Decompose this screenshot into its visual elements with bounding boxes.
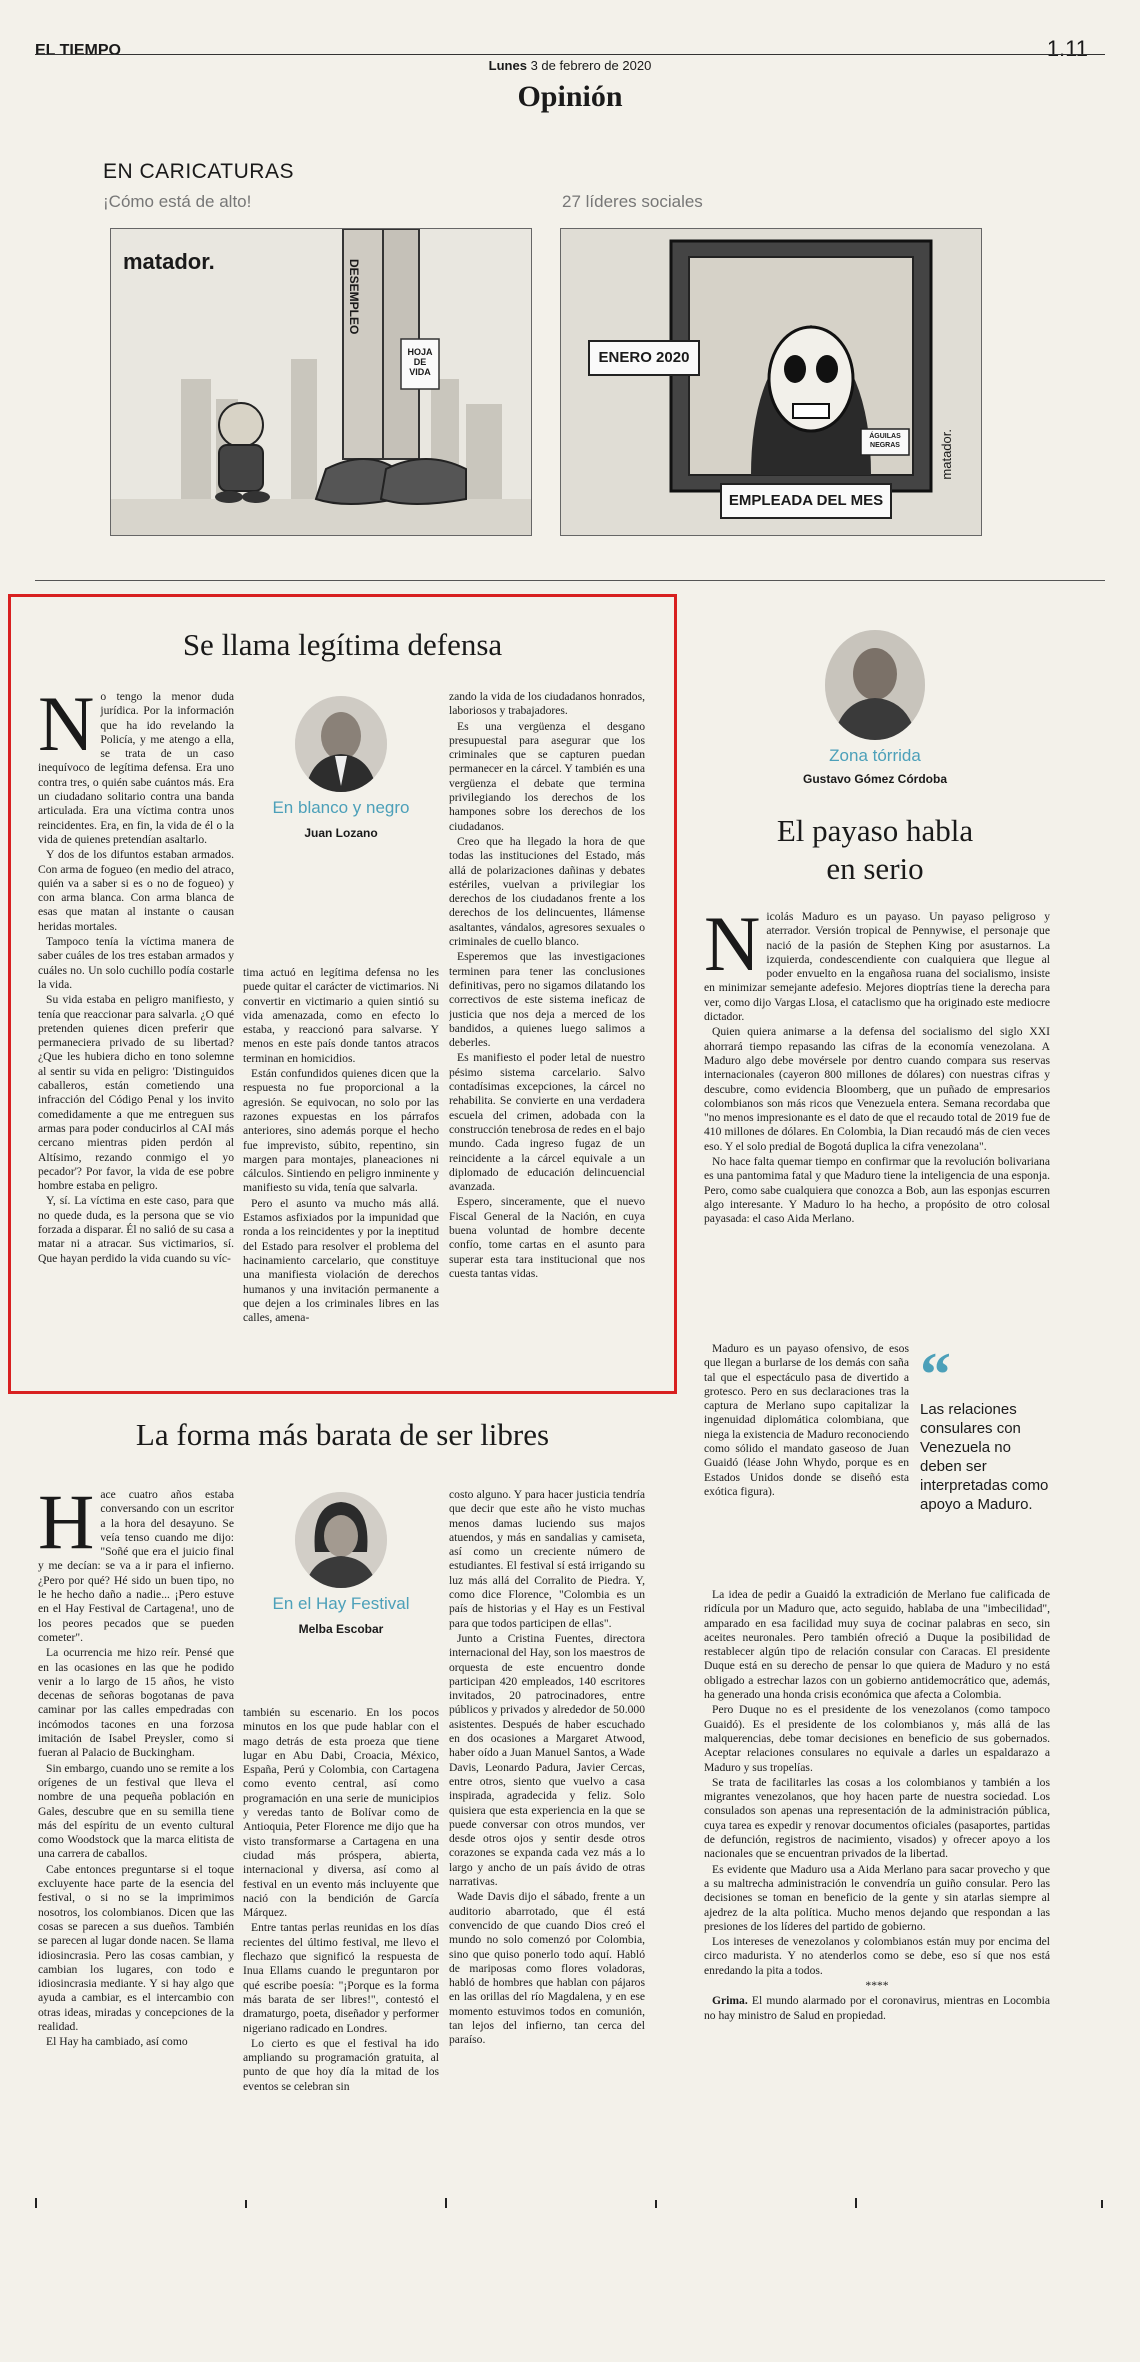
paragraph: No hace falta quemar tiempo en confirmar que la revolución bolivariana es una pantomima fatal y que Maduro tiene la inteligencia de una esponja. Pero, como sabe cualquiera que conozca a Bob, aun las esponjas escurren algo interesante. Y Maduro lo ha hecho, a propósito de otro colosal payasada: el caso Aida Merlano. [704, 1155, 1050, 1226]
article1-col3 [449, 690, 645, 1382]
scan-marks [35, 2196, 1105, 2214]
quote-mark-icon: “ [920, 1341, 951, 1409]
paragraph: Espero, sinceramente, que el nuevo Fiscal General de la Nación, en cuya buena voluntad de hombre decente confío, tome cartas en el asunto para superar esta tara institucional que nos cuesta tantas vidas. [449, 1195, 645, 1280]
cartoon-right-drawing [561, 229, 981, 535]
article3-author: Melba Escobar [298, 1622, 384, 1636]
paragraph: icolás Maduro es un payaso. Un payaso peligroso y aterrador. Versión tropical de Pennywise, el personaje que nació de la pasión de Stephen King por asustarnos. La izquierda, condescendiente con cualquiera que llegue al poder envuelto en la engañosa ruana del socialismo, insiste en minimizar semejante adefesio. Mejores dioptrías tiene la derecha para ver, como dijo Vargas Llosa, el cataclismo que ha originado este mediocre dictador. [704, 910, 1050, 1024]
header-rule [35, 54, 1105, 55]
article1-col1 [38, 690, 234, 1382]
article2-author-area [710, 628, 1040, 804]
paragraph: costo alguno. Y para hacer justicia tendría que decir que este año he visto muchas menos damas luciendo sus majos atuendos, y más en sandalias y camiseta, así como un creciente número de estudiantes. El festival sí está irrigando su luz más allá del Corralito de Piedra. Y, como dice Florence, "Colombia es un país de historias y el Hay es un Festival para que todos participen de ellas". [449, 1488, 645, 1630]
closing-bold: Grima. [712, 1994, 748, 2008]
cartoon-left-subtitle: ¡Cómo está de alto! [103, 192, 252, 211]
article3-dropcap: H [38, 1488, 95, 1565]
date-rest: 3 de febrero de 2020 [530, 58, 652, 73]
paragraph: La ocurrencia me hizo reír. Pensé que en las ocasiones en las que he podido venir a lo largo de 15 años, he visto decenas de señoras bogotanas de pava caminar por las calles empedradas con incómodos tacones en una forzosa imitación de Isabel Preysler, como si fueran al Palacio de Buckingham. [38, 1646, 234, 1760]
paragraph: Junto a Cristina Fuentes, directora internacional del Hay, son los maestros de orquesta de este encuentro donde participan 420 empleados, 140 escritores invitados, 20 patrocinadores, entre públicos y privados y alrededor de 50.000 asistentes. Después de haber escuchado en dos ocasiones a Margaret Atwood, haber oído a Juan Manuel Santos, a Wade Davis, Leonardo Padura, Javier Cercas, entre otros, siento que vuelvo a casa inspirada, agradecida y feliz. Solo quisiera que esta experiencia en la que se puede conversar con otros mundos, ver desde otros ojos y sentir desde otros corazones se expanda cada vez más a lo largo y ancho de un país ávido de otras narrativas. [449, 1631, 645, 1889]
section-divider [35, 580, 1105, 581]
article2-body-top [704, 910, 1050, 1340]
masthead: EL TIEMPO [35, 42, 121, 59]
paragraph: Quien quiera animarse a la defensa del socialismo del siglo XXI ahorrará tiempo repasando las cifras de la economía venezolana. A Maduro algo debe movérsele por dentro cuando compara sus reservas internacionales (cayeron 800 millones de dólares) con nuestras cifras y descubre, como evidencia Bloomberg, que un puñado de empresarios colombianos son más ricos que Venezuela entera. Semana recordaba que "no menos impresionante es el dato de que el recaudo total de 2019 fue de 410 millones de dólares. En Colombia, la Dian recaudó más de cien veces eso. Y el solo predial de Bogotá duplica la cifra venezolana". [704, 1025, 1050, 1153]
paragraph: tima actuó en legítima defensa no les puede quitar el carácter de victimarios. Ni convertir en victimario a quien sintió su vida amenazada, como en efecto lo estaba, y reaccionó para salvarse. Y menos en este país donde tantos atracos terminan en homicidios. [243, 966, 439, 1065]
article2-title-line1: El payaso habla [776, 813, 974, 848]
paragraph: La idea de pedir a Guaidó la extradición de Merlano fue calificada de ridícula por un Maduro que, acto seguido, hablaba de una "imbecilidad", amparado en esa facilidad muy suya de cocinar palabras en seco, sin aceites neuronales. Pero también ofreció a Duque la posibilidad de restablecer algún tipo de relación consular con Caracas. El presidente Duque está en su derecho de pensar lo que quiera de Maduro y no está obligado a estrechar lazos con un gobierno antidemocrático que, además, ha generado una honda crisis económica que afecta a Colombia. [704, 1588, 1050, 1702]
label-hoja-de-vida: HOJA DE VIDA [407, 347, 433, 377]
paragraph: Pero Duque no es el presidente de los venezolanos (como tampoco Guaidó). Es el presidente de los colombianos y, más allá de las malquerencias, debe tomar decisiones en beneficio de sus gobernados. Aceptar relaciones consulares no equivale a darles un espaldarazo a Maduro y sus tropelías. [704, 1703, 1050, 1774]
article3-author-area [243, 1488, 439, 1654]
paragraph: Entre tantas perlas reunidas en los días recientes del último festival, me llevo el flechazo que significó la respuesta de Inua Ellams cuando le preguntaron por qué escribe poesía: "¡Porque es la forma más barata de ser libres!", contestó el dramaturgo, poeta, diseñador y performer nigeriano radicado en Londres. [243, 1921, 439, 2035]
paragraph: Wade Davis dijo el sábado, frente a un auditorio abarrotado, que él está convencido de que cuando Dios creó el mundo no solo comenzó por Colombia, sino que quiso ponerlo todo aquí. Habló de mariposas como flores voladoras, habló de hombres que hablan con pájaros en las orillas del río Magdalena, y en ese momento estuvimos todos en comunión, tan lejos del infierno, tan cerca del paraíso. [449, 1890, 645, 2047]
caricaturas-heading: EN CARICATURAS [103, 160, 294, 183]
cartoon-left-signature: matador. [123, 249, 215, 274]
section-title: Opinión [517, 80, 623, 113]
article3-col2 [243, 1706, 439, 2166]
paragraph: ace cuatro años estaba conversando con un escritor a la hora del desayuno. Se veía tenso cuando me dijo: "Soñé que era el juicio final y me decían: se va a ir para el infierno. ¿Pero por qué? Hé sido un buen tipo, no le he hecho daño a nadie... ¡Pero estuve en el Hay Festival de Cartagena!, uno de los peores pecados que se pueden cometer". [38, 1488, 234, 1644]
article3-col1 [38, 1488, 234, 2166]
paragraph: Su vida estaba en peligro manifiesto, y tenía que reaccionar para salvarla. ¿O qué pretenden quienes dicen preferir que permaneciera privado de su libertad? ¿Que les hubiera dicho en tono solemne al sentir su vida en peligro: 'Distinguidos caballeros, están cometiendo una infracción del Código Penal y los invito comedidamente a que me entreguen sus armas para poder conducirlos al CAI más cercano mientras piden perdón al Altísimo, rezando conmigo el yo pecador'? Por favor, la vida de ese pobre hombre estaba en peligro. [38, 993, 234, 1193]
article1-column-name: En blanco y negro [272, 798, 410, 817]
dateline [0, 58, 1140, 73]
paragraph: también su escenario. En los pocos minutos en los que pude hablar con el mago detrás de esta proeza que tiene lugar en Abu Dabi, Croacia, México, España, Perú y Colombia, con Cartagena como evento central, así como programación en una serie de municipios y veredas tanto de Bolívar como de Antioquia, Peter Florence me dijo que ha visto transformarse a Cartagena en una ciudad más próspera, abierta, internacional y diversa, así como al festival en un evento más incluyente que nació con la bendición de García Márquez. [243, 1706, 439, 1920]
paragraph: o tengo la menor duda jurídica. Por la información que ha ido revelando la Policía, y me atengo a ella, se trata de un caso inequívoco de legítima defensa. Era uno contra tres, o quién sabe cuántos más. Era un ciudadano solitario contra una banda articulada. Era una víctima contra unos reincidentes. Era, en fin, la vida de él o la vida de quienes pretendían asaltarlo. [38, 690, 234, 846]
article2-column-name: Zona tórrida [829, 746, 921, 765]
paragraph: Se trata de facilitarles las cosas a los colombianos y también a los migrantes venezolanos, que hoy hacen parte de nuestra sociedad. Los consulados son apenas una representación de la administración pública, cuya tarea es expedir y renovar documentos oficiales (pasaportes, partidas de defunción, registros de nacimiento, visados) y ofrecer apoyo a los nacionales que se encuentran privados de la libertad. [704, 1775, 1050, 1861]
closing-text: El mundo alarmado por el coronavirus, mientras en Locombia no hay ministro de Salud en propiedad. [704, 1994, 1050, 2022]
article1-author-area [243, 690, 439, 856]
article3-col3 [449, 1488, 645, 2166]
paragraph: Es evidente que Maduro usa a Aida Merlano para sacar provecho y que a su maltrecha administración le convendría un guiño consular. Pero las decisiones se toman en beneficio de la gente y sin atarlas siempre al ajedrez de la alta política. Mucho menos dejando que respondan a las presiones de los líderes del partido de gobierno. [704, 1862, 1050, 1933]
pull-quote [920, 1341, 1050, 1560]
paragraph: Maduro es un payaso ofensivo, de esos que llegan a burlarse de los demás con saña tal que el espectáculo pasa de divertido a grotesco. Pero en sus declaraciones tras la captura de Merlano supo capitalizar la ingenuidad diplomática colombiana, que niega la existencia de Maduro reconociendo como sólido el mandato gaseoso de Juan Guaidó (léase John Whydo, porque es en Estados Unidos donde se diseñó esta exótica figura). [704, 1342, 909, 1498]
paragraph: Están confundidos quienes dicen que la respuesta no fue proporcional a la agresión. Se equivocan, no solo por las razones expuestas en los párrafos anteriores, sino además porque el hecho fue imprevisto, súbito, repentino, sin margen para montajes, planeaciones ni cálculos. Sintiendo en peligro inminente y manifiesto su vida, tenía que salvarla. [243, 1067, 439, 1195]
paragraph: Lo cierto es que el festival ha ido ampliando su programación gratuita, al punto de que hoy día la mitad de los eventos se celebran sin [243, 2036, 439, 2093]
paragraph: Tampoco tenía la víctima manera de saber cuáles de los tres estaban armados y cuáles no. Un solo cuchillo podía costarle la vida. [38, 935, 234, 991]
label-desempleo: DESEMPLEO [347, 259, 361, 335]
label-aguilas-negras: ÁGUILAS NEGRAS [869, 433, 901, 449]
paragraph: Cabe entonces preguntarse si el toque excluyente hace parte de la esencia del festival, o si no se la imprimimos nosotros, los colombianos. Dicen que las cosas se parecen a sus dueños. También se parecen al lugar donde nacen. Se llama idiosincrasia. Pero las cosas cambian, y cambian los lugares, con todo e idiosincrasia mediante. Y si hay algo que ayuda a cambiar, es el intercambio con otras ideas, miradas y concepciones de la realidad. [38, 1862, 234, 2033]
paragraph: Esperemos que las investigaciones terminen para tener las conclusiones definitivas, pero no sigamos dilatando los correctivos de este sistema ineficaz de justicia que nos deja a merced de los bandidos, a quienes luego salimos a deberles. [449, 950, 645, 1050]
cartoon-right-subtitle: 27 líderes sociales [562, 192, 703, 211]
article1-author: Juan Lozano [304, 826, 378, 840]
article2-body-narrow [704, 1342, 909, 1587]
paragraph: Es una vergüenza el desgano presupuestal para asegurar que los criminales que se capturen puedan permanecer en la cárcel. Y también es una vergüenza el debate que termina privilegiando los derechos de los hampones sobre los derechos de los ciudadanos. [449, 719, 645, 833]
article2-body-bottom [704, 1588, 1050, 2058]
cartoon-left [110, 228, 532, 536]
label-enero-2020: ENERO 2020 [598, 349, 690, 366]
paragraph: Es manifiesto el poder letal de nuestro pésimo sistema carcelario. Salvo contadísimas excepciones, la cárcel no rehabilita. Se convierte en una verdadera escuela del crimen, adobada con la construcción tenebrosa de redes en el bajo mundo. Cada ingreso fugaz de un reincidente a la cárcel equivale a un diplomado de educación delincuencial avanzada. [449, 1051, 645, 1194]
paragraph: Creo que ha llegado la hora de que todas las instituciones del Estado, más allá de polarizaciones dañinas y debates estériles, vuelvan a privilegiar los derechos de los ciudadanos frente a los derechos de los delincuentes, llámense asaltantes, vándalos, agresores sexuales o criminales de cuello blanco. [449, 834, 645, 949]
label-empleada-del-mes: EMPLEADA DEL MES [728, 492, 884, 509]
separator-stars: **** [865, 1979, 889, 1993]
paragraph: zando la vida de los ciudadanos honrados, laboriosos y trabajadores. [449, 690, 645, 718]
author-photo-juan-lozano [295, 696, 387, 792]
paragraph: Pero el asunto va mucho más allá. Estamos asfixiados por la impunidad que ronda a los reincidentes y por la ineptitud del Estado para resolver el problema del hacinamiento carcelario, que constituye una manifiesta violación de derechos humanos y una invitación permanente a que dejen a los criminales libres en las calles, amena- [243, 1196, 439, 1325]
date-day: Lunes [488, 58, 527, 73]
paragraph: El Hay ha cambiado, así como [46, 2035, 188, 2049]
article1-title: Se llama legítima defensa [182, 627, 503, 662]
cartoon-right-signature: matador. [939, 429, 954, 480]
author-photo-melba-escobar [295, 1492, 387, 1588]
page-number: 1.11 [1046, 36, 1088, 61]
paragraph: Los intereses de venezolanos y colombianos están muy por encima del circo madurista. Y no atenderlos como se debe, eso sí que nos está enredando la pita a todos. [704, 1935, 1050, 1977]
article1-dropcap: N [38, 690, 95, 767]
cartoon-right [560, 228, 982, 536]
article1-col2 [243, 966, 439, 1382]
article2-title [700, 812, 1050, 888]
article3-title: La forma más barata de ser libres [135, 1417, 550, 1452]
article2-title-line2: en serio [826, 851, 924, 886]
paragraph: Sin embargo, cuando uno se remite a los orígenes de un festival que lleva el nombre de una pequeña población en Gales, descubre que en su semilla tiene más del espíritu de un evento cultural como Woodstock que la marca elitista de una carrera de caballos. [38, 1761, 234, 1861]
article2-dropcap: N [704, 910, 761, 987]
article3-column-name: En el Hay Festival [272, 1594, 410, 1613]
pull-quote-text: Las relaciones consulares con Venezuela no deben ser interpretadas como apoyo a Maduro. [920, 1401, 1049, 1513]
paragraph: Y dos de los difuntos estaban armados. Con arma de fogueo (en medio del atraco, quién va a saber si es o no de fogueo) y con arma blanca. Con arma blanca de esas que matan al instante o causan heridas mortales. [38, 848, 234, 933]
paragraph: Y, sí. La víctima en este caso, para que no quede duda, es la persona que se vio forzada a disparar. Él no salió de su casa a matar ni a atracar. Sus victimarios, sí. Que hayan perdido la vida cuando su víc- [38, 1194, 234, 1265]
author-photo-gustavo-gomez [825, 630, 925, 740]
article2-author: Gustavo Gómez Córdoba [802, 772, 948, 786]
